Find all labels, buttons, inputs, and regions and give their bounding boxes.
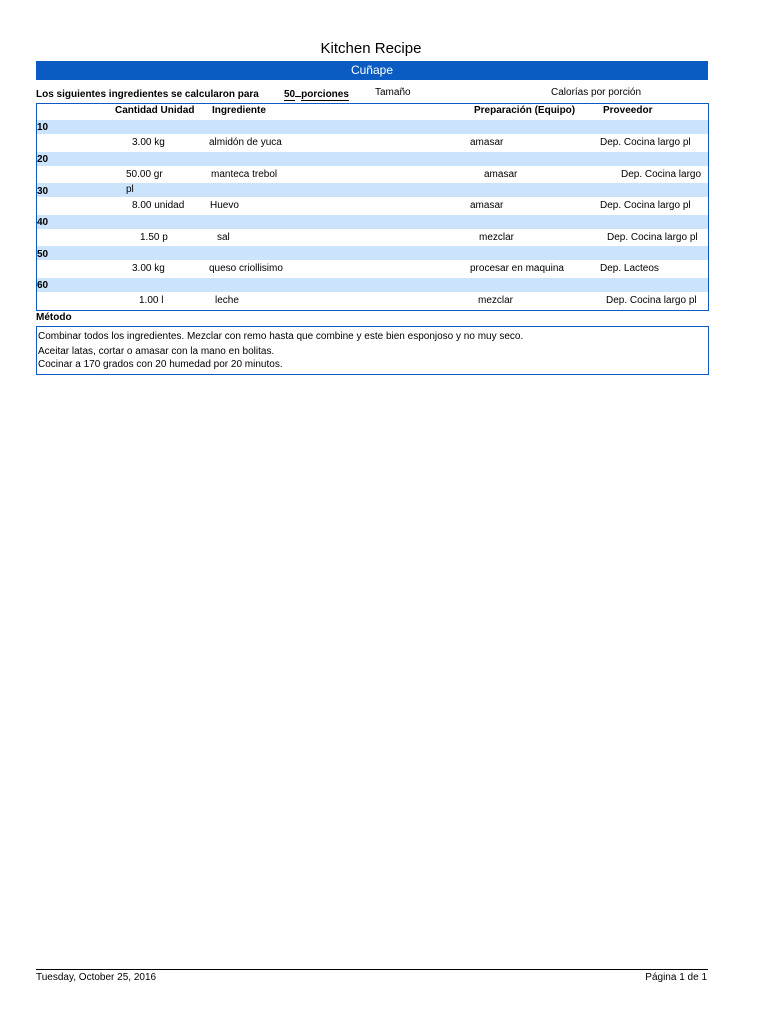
ingredient-preparation: amasar (470, 137, 504, 148)
ingredient-quantity: 3.00 kg (132, 263, 165, 274)
ingredient-supplier: Dep. Lacteos (600, 263, 659, 274)
ingredient-quantity: 1.50 p (140, 232, 168, 243)
ingredient-supplier: Dep. Cocina largo pl (600, 137, 691, 148)
ingredient-preparation: amasar (484, 169, 518, 180)
ingredient-preparation: amasar (470, 200, 504, 211)
ingredient-quantity: 8.00 unidad (132, 200, 185, 211)
ingredient-name: Huevo (210, 200, 239, 211)
ingredient-quantity: 1.00 l (139, 295, 164, 306)
ingredient-supplier: Dep. Cocina largo pl (607, 232, 698, 243)
step-number: 10 (37, 122, 49, 133)
column-header-supplier: Proveedor (603, 105, 653, 116)
ingredient-preparation: procesar en maquina (470, 263, 564, 274)
ingredient-quantity: 50.00 gr (126, 169, 163, 180)
footer-divider (36, 969, 708, 970)
method-line: Combinar todos los ingredientes. Mezclar con remo hasta que combine y este bien esponjoso y no muy seco. (38, 331, 524, 342)
supplier-overflow-text: pl (126, 184, 134, 195)
step-band (37, 278, 708, 292)
yield-intro: Los siguientes ingredientes se calcularon para (36, 89, 259, 100)
calories-label: Calorías por porción (551, 87, 642, 98)
ingredient-supplier: Dep. Cocina largo (621, 169, 702, 180)
column-header-preparation: Preparación (Equipo) (474, 105, 576, 116)
recipe-name-banner: Cuñape (36, 61, 708, 80)
step-number: 40 (37, 217, 49, 228)
step-band (37, 215, 708, 229)
method-line: Aceitar latas, cortar o amasar con la mano en bolitas. (38, 346, 275, 357)
ingredient-preparation: mezclar (478, 295, 514, 306)
ingredient-name: manteca trebol (211, 169, 278, 180)
ingredient-name: sal (217, 232, 230, 243)
method-line: Cocinar a 170 grados con 20 humedad por 20 minutos. (38, 359, 283, 370)
ingredient-name: almidón de yuca (209, 137, 282, 148)
step-band (37, 120, 708, 134)
step-number: 60 (37, 280, 49, 291)
yield-unit: porciones (301, 89, 349, 100)
ingredient-preparation: mezclar (479, 232, 515, 243)
ingredient-supplier: Dep. Cocina largo pl (606, 295, 697, 306)
step-band (37, 152, 708, 166)
page-title: Kitchen Recipe (320, 40, 422, 57)
ingredient-supplier: Dep. Cocina largo pl (600, 200, 691, 211)
step-band (37, 246, 708, 260)
ingredient-quantity: 3.00 kg (132, 137, 165, 148)
column-header-quantity-unit: Cantidad Unidad (115, 105, 195, 116)
method-label: Método (36, 312, 72, 323)
step-number: 30 (37, 186, 49, 197)
ingredient-name: queso criollisimo (209, 263, 283, 274)
footer-date: Tuesday, October 25, 2016 (36, 972, 157, 983)
yield-value (284, 89, 349, 101)
ingredient-name: leche (215, 295, 239, 306)
step-band (37, 183, 708, 197)
step-number: 50 (37, 249, 49, 260)
step-number: 20 (37, 154, 49, 165)
yield-count: 50 (284, 89, 296, 100)
column-header-ingredient: Ingrediente (212, 105, 266, 116)
footer-page-number: Página 1 de 1 (645, 972, 707, 983)
size-label: Tamaño (375, 87, 411, 98)
